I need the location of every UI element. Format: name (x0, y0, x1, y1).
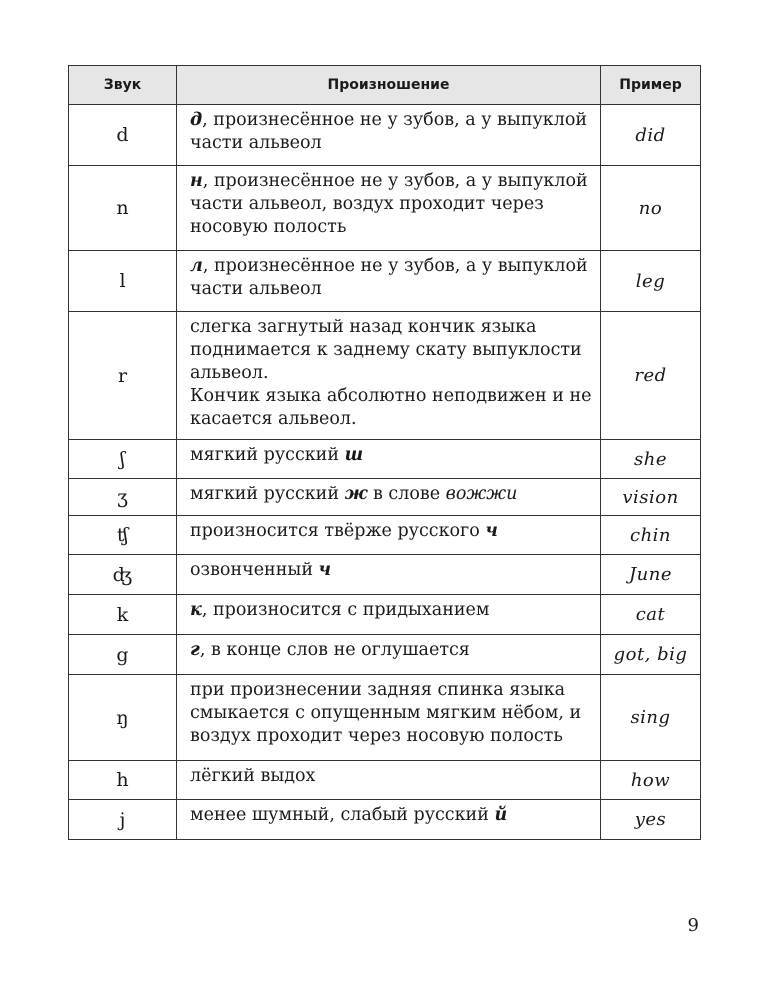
example-cell: June (601, 555, 701, 595)
pronunciation-text: лёгкий выдох (190, 766, 316, 786)
example-cell: no (601, 166, 701, 251)
pronunciation-text: ж (344, 484, 368, 504)
header-sound: Звук (69, 66, 177, 105)
pronunciation-text: к (190, 600, 202, 620)
pronunciation-text: , произнесённое не у зубов, а у выпуклой части альвеол (190, 110, 588, 153)
table-row (69, 479, 701, 516)
sound-cell: d (69, 105, 177, 166)
pronunciation-text: Кончик языка абсолютно неподвижен и не касается альвеол. (190, 386, 592, 429)
example-cell: cat (601, 595, 701, 635)
pronunciation-text: слегка загнутый назад кончик языка поднимается к заднему скату выпуклости альвеол. (190, 317, 582, 383)
pronunciation-cell (177, 166, 601, 251)
pronunciation-text: при произнесении задняя спинка языка смыкается с опущенным мягким нёбом, и воздух проходит через носовую полость (190, 680, 582, 746)
pronunciation-cell (177, 800, 601, 840)
example-cell: how (601, 761, 701, 800)
pronunciation-cell (177, 105, 601, 166)
pronunciation-text: д (190, 110, 203, 130)
pronunciation-cell (177, 312, 601, 440)
pronunciation-cell (177, 675, 601, 761)
pronunciation-text: ч (485, 521, 498, 541)
sound-cell: ʤ (69, 555, 177, 595)
sound-cell: ʒ (69, 479, 177, 516)
sound-cell: g (69, 635, 177, 675)
example-cell: did (601, 105, 701, 166)
pronunciation-text: н (190, 171, 203, 191)
example-cell: red (601, 312, 701, 440)
page-number: 9 (687, 915, 699, 936)
pronunciation-text: ч (318, 560, 332, 580)
table-row (69, 440, 701, 479)
pronunciation-cell (177, 761, 601, 800)
sound-cell: h (69, 761, 177, 800)
table-row (69, 635, 701, 675)
pronunciation-text: , произносится с придыханием (201, 600, 490, 620)
sound-cell: ŋ (69, 675, 177, 761)
example-cell: got, big (601, 635, 701, 675)
example-cell: sing (601, 675, 701, 761)
table-row (69, 800, 701, 840)
pronunciation-text: мягкий русский (190, 484, 345, 504)
pronunciation-text: , в конце слов не оглушается (199, 640, 470, 660)
pronunciation-text: в слове (367, 484, 446, 504)
pronunciation-text: мягкий русский (190, 445, 345, 465)
phonetics-table (68, 65, 701, 840)
pronunciation-text: , произнесённое не у зубов, а у выпуклой части альвеол (190, 256, 588, 299)
pronunciation-text: произносится твёрже русского (190, 521, 486, 541)
header-example: Пример (601, 66, 701, 105)
table-row (69, 312, 701, 440)
sound-cell: l (69, 251, 177, 312)
example-cell: vision (601, 479, 701, 516)
example-cell: leg (601, 251, 701, 312)
example-cell: she (601, 440, 701, 479)
pronunciation-cell (177, 440, 601, 479)
header-pronunciation: Произношение (177, 66, 601, 105)
pronunciation-cell (177, 555, 601, 595)
table-row (69, 555, 701, 595)
table-row (69, 105, 701, 166)
pronunciation-cell (177, 516, 601, 555)
sound-cell: ʃ (69, 440, 177, 479)
pronunciation-text: озвонченный (190, 560, 319, 580)
example-cell: chin (601, 516, 701, 555)
table-row (69, 166, 701, 251)
sound-cell: j (69, 800, 177, 840)
sound-cell: ʧ (69, 516, 177, 555)
pronunciation-text: л (190, 256, 203, 276)
pronunciation-text: менее шумный, слабый русский (190, 805, 495, 825)
pronunciation-text: г (190, 640, 200, 660)
table-row (69, 251, 701, 312)
table-row (69, 675, 701, 761)
table-row (69, 516, 701, 555)
sound-cell: r (69, 312, 177, 440)
pronunciation-text: вожжи (445, 484, 518, 504)
table-row (69, 595, 701, 635)
table-row (69, 761, 701, 800)
sound-cell: n (69, 166, 177, 251)
pronunciation-cell (177, 595, 601, 635)
example-cell: yes (601, 800, 701, 840)
pronunciation-cell (177, 635, 601, 675)
pronunciation-text: , произнесённое не у зубов, а у выпуклой части альвеол, воздух проходит через носовую полость (190, 171, 588, 237)
sound-cell: k (69, 595, 177, 635)
pronunciation-text: й (494, 805, 508, 825)
table-header-row (69, 66, 701, 105)
pronunciation-cell (177, 251, 601, 312)
pronunciation-cell (177, 479, 601, 516)
pronunciation-text: ш (344, 445, 364, 465)
